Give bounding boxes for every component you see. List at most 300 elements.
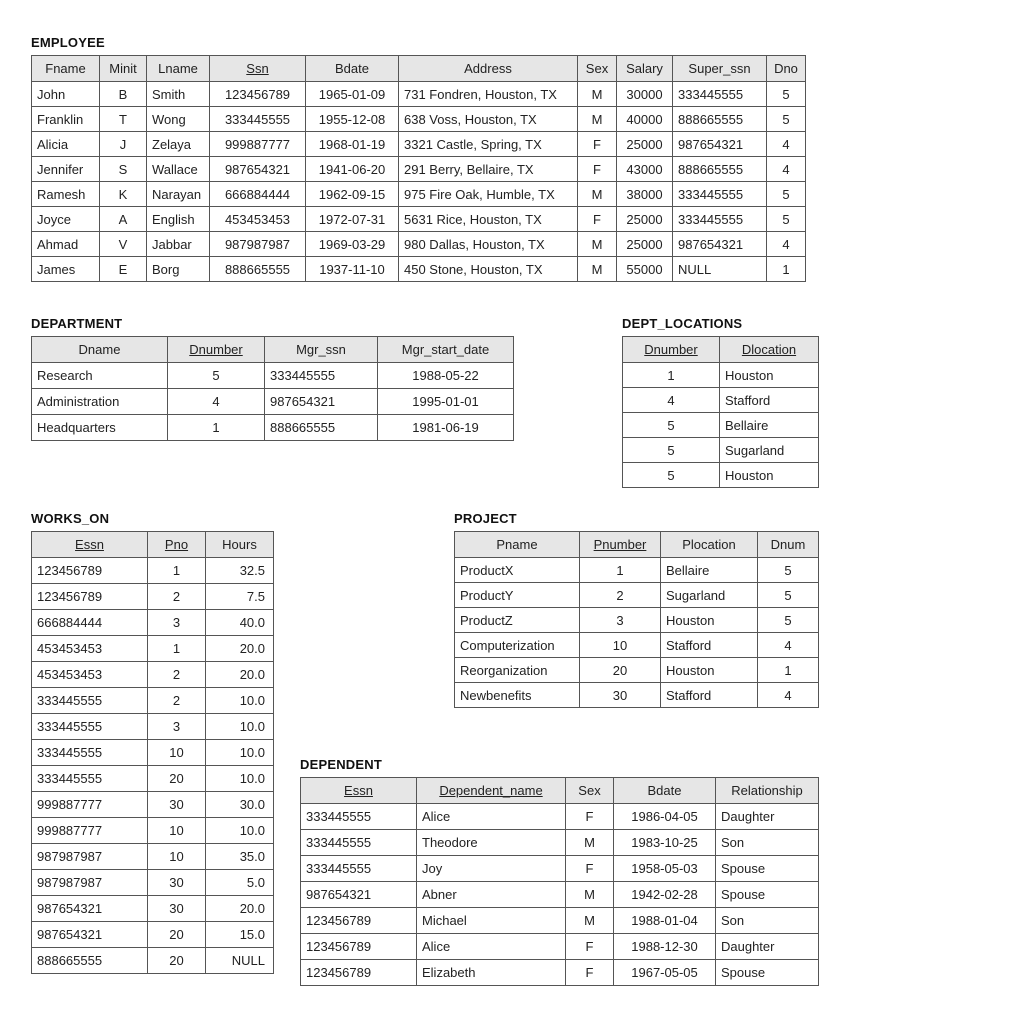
table-row (301, 882, 819, 908)
table-cell: ProductX (455, 558, 580, 583)
table-cell: Joy (417, 856, 566, 882)
table-cell: Abner (417, 882, 566, 908)
table-cell: 5 (758, 583, 819, 608)
table-cell: 25000 (617, 207, 673, 232)
table-row (32, 157, 806, 182)
table-cell: ProductY (455, 583, 580, 608)
relation-title: PROJECT (454, 511, 517, 526)
table-cell: 453453453 (210, 207, 306, 232)
table-cell: 999887777 (210, 132, 306, 157)
column-header: Pnumber (580, 532, 661, 558)
table-cell: 30 (148, 896, 206, 922)
column-header: Super_ssn (673, 56, 767, 82)
table-row (32, 82, 806, 107)
table-cell: Ramesh (32, 182, 100, 207)
table-cell: Wallace (147, 157, 210, 182)
table-row (32, 922, 274, 948)
table-cell: 1962-09-15 (306, 182, 399, 207)
table-cell: 987654321 (32, 922, 148, 948)
table-cell: 20.0 (206, 662, 274, 688)
table-cell: 1958-05-03 (614, 856, 716, 882)
relation-table (31, 336, 514, 441)
column-header: Dependent_name (417, 778, 566, 804)
table-cell: M (566, 882, 614, 908)
table-cell: 5 (623, 463, 720, 488)
works-on-relation (31, 511, 274, 974)
table-cell: Computerization (455, 633, 580, 658)
column-header: Dlocation (720, 337, 819, 363)
column-header: Dnumber (168, 337, 265, 363)
table-cell: Stafford (661, 683, 758, 708)
table-cell: Sugarland (720, 438, 819, 463)
table-cell: 5.0 (206, 870, 274, 896)
table-cell: 25000 (617, 132, 673, 157)
table-row (623, 413, 819, 438)
table-cell: 1967-05-05 (614, 960, 716, 986)
table-cell: 987654321 (210, 157, 306, 182)
table-cell: 333445555 (32, 766, 148, 792)
table-cell: 20 (148, 948, 206, 974)
table-cell: 20 (148, 922, 206, 948)
table-cell: Borg (147, 257, 210, 282)
table-cell: 25000 (617, 232, 673, 257)
table-cell: 453453453 (32, 662, 148, 688)
table-cell: 30.0 (206, 792, 274, 818)
table-cell: 4 (767, 232, 806, 257)
table-cell: 1995-01-01 (378, 389, 514, 415)
table-cell: 55000 (617, 257, 673, 282)
table-cell: 1 (623, 363, 720, 388)
table-cell: Joyce (32, 207, 100, 232)
table-cell: 123456789 (301, 908, 417, 934)
table-cell: 999887777 (32, 792, 148, 818)
table-cell: Spouse (716, 882, 819, 908)
header-row (455, 532, 819, 558)
table-row (32, 870, 274, 896)
table-cell: Research (32, 363, 168, 389)
table-row (455, 683, 819, 708)
table-cell: J (100, 132, 147, 157)
column-header: Fname (32, 56, 100, 82)
table-cell: 333445555 (32, 688, 148, 714)
table-cell: 30 (148, 870, 206, 896)
table-row (32, 207, 806, 232)
table-cell: M (578, 257, 617, 282)
table-cell: M (578, 82, 617, 107)
table-cell: 1941-06-20 (306, 157, 399, 182)
table-cell: K (100, 182, 147, 207)
table-cell: 43000 (617, 157, 673, 182)
table-cell: 333445555 (32, 714, 148, 740)
column-header: Pno (148, 532, 206, 558)
table-cell: 20.0 (206, 636, 274, 662)
table-row (32, 257, 806, 282)
table-cell: M (578, 107, 617, 132)
table-cell: Administration (32, 389, 168, 415)
table-cell: Elizabeth (417, 960, 566, 986)
table-row (32, 792, 274, 818)
table-cell: 2 (580, 583, 661, 608)
table-cell: Sugarland (661, 583, 758, 608)
table-row (32, 896, 274, 922)
table-cell: 4 (758, 633, 819, 658)
table-cell: 4 (168, 389, 265, 415)
table-cell: 3 (148, 714, 206, 740)
table-cell: Bellaire (661, 558, 758, 583)
table-cell: 333445555 (301, 830, 417, 856)
column-header: Plocation (661, 532, 758, 558)
table-cell: V (100, 232, 147, 257)
table-cell: John (32, 82, 100, 107)
table-row (455, 583, 819, 608)
table-row (32, 766, 274, 792)
table-cell: 4 (767, 132, 806, 157)
table-row (32, 714, 274, 740)
table-cell: 20 (148, 766, 206, 792)
table-cell: 666884444 (32, 610, 148, 636)
table-row (32, 132, 806, 157)
table-cell: 10 (580, 633, 661, 658)
relation-table (300, 777, 819, 986)
table-cell: 2 (148, 584, 206, 610)
table-row (455, 558, 819, 583)
table-cell: 2 (148, 662, 206, 688)
column-header: Mgr_start_date (378, 337, 514, 363)
table-cell: 5 (623, 413, 720, 438)
table-cell: 30 (580, 683, 661, 708)
column-header: Sex (578, 56, 617, 82)
table-cell: 999887777 (32, 818, 148, 844)
table-cell: Stafford (661, 633, 758, 658)
table-cell: 2 (148, 688, 206, 714)
table-cell: 123456789 (210, 82, 306, 107)
table-row (623, 463, 819, 488)
table-cell: 987654321 (673, 232, 767, 257)
table-cell: 3321 Castle, Spring, TX (399, 132, 578, 157)
table-cell: F (566, 804, 614, 830)
table-row (32, 662, 274, 688)
table-cell: 10.0 (206, 714, 274, 740)
column-header: Bdate (614, 778, 716, 804)
table-cell: 10 (148, 740, 206, 766)
table-row (301, 960, 819, 986)
table-cell: 291 Berry, Bellaire, TX (399, 157, 578, 182)
table-cell: 987654321 (32, 896, 148, 922)
table-cell: 1981-06-19 (378, 415, 514, 441)
table-cell: 123456789 (32, 584, 148, 610)
table-cell: 888665555 (673, 107, 767, 132)
table-cell: 333445555 (301, 856, 417, 882)
table-cell: 15.0 (206, 922, 274, 948)
table-cell: English (147, 207, 210, 232)
table-cell: NULL (673, 257, 767, 282)
table-cell: 10 (148, 844, 206, 870)
column-header: Dno (767, 56, 806, 82)
table-cell: 30000 (617, 82, 673, 107)
table-cell: Michael (417, 908, 566, 934)
table-cell: James (32, 257, 100, 282)
table-cell: NULL (206, 948, 274, 974)
table-cell: M (566, 830, 614, 856)
table-row (301, 908, 819, 934)
table-row (32, 363, 514, 389)
table-cell: 38000 (617, 182, 673, 207)
header-row (623, 337, 819, 363)
table-cell: 1988-01-04 (614, 908, 716, 934)
table-cell: 35.0 (206, 844, 274, 870)
table-cell: 1986-04-05 (614, 804, 716, 830)
table-cell: 7.5 (206, 584, 274, 610)
column-header: Dnumber (623, 337, 720, 363)
table-cell: F (578, 132, 617, 157)
table-cell: 5631 Rice, Houston, TX (399, 207, 578, 232)
relation-title: DEPT_LOCATIONS (622, 316, 743, 331)
table-cell: T (100, 107, 147, 132)
table-row (32, 844, 274, 870)
table-cell: Alice (417, 934, 566, 960)
column-header: Ssn (210, 56, 306, 82)
relation-title: WORKS_ON (31, 511, 110, 526)
department-relation (31, 316, 514, 441)
table-cell: 888665555 (673, 157, 767, 182)
relation-table (31, 55, 806, 282)
relation-title: DEPARTMENT (31, 316, 123, 331)
table-cell: 987987987 (32, 870, 148, 896)
table-cell: Houston (720, 463, 819, 488)
table-row (455, 633, 819, 658)
employee-relation (31, 35, 806, 282)
column-header: Essn (32, 532, 148, 558)
table-cell: 5 (767, 107, 806, 132)
table-cell: 123456789 (301, 934, 417, 960)
column-header: Address (399, 56, 578, 82)
table-cell: 10 (148, 818, 206, 844)
table-cell: 333445555 (673, 182, 767, 207)
table-row (623, 438, 819, 463)
column-header: Relationship (716, 778, 819, 804)
table-row (32, 740, 274, 766)
table-cell: Jabbar (147, 232, 210, 257)
header-row (32, 337, 514, 363)
table-cell: Franklin (32, 107, 100, 132)
table-cell: Alice (417, 804, 566, 830)
header-row (32, 532, 274, 558)
table-cell: 123456789 (32, 558, 148, 584)
dependent-relation (300, 757, 819, 986)
table-cell: 1968-01-19 (306, 132, 399, 157)
table-cell: 5 (767, 182, 806, 207)
table-cell: 333445555 (301, 804, 417, 830)
table-cell: 987654321 (265, 389, 378, 415)
table-cell: Wong (147, 107, 210, 132)
table-cell: 5 (758, 608, 819, 633)
table-row (32, 558, 274, 584)
column-header: Dnum (758, 532, 819, 558)
table-cell: 1972-07-31 (306, 207, 399, 232)
relation-title: EMPLOYEE (31, 35, 105, 50)
table-cell: 987654321 (301, 882, 417, 908)
table-cell: Daughter (716, 934, 819, 960)
table-cell: Zelaya (147, 132, 210, 157)
table-cell: 1955-12-08 (306, 107, 399, 132)
table-row (32, 948, 274, 974)
column-header: Dname (32, 337, 168, 363)
column-header: Minit (100, 56, 147, 82)
table-cell: 1 (580, 558, 661, 583)
table-row (32, 107, 806, 132)
table-cell: 333445555 (673, 82, 767, 107)
table-row (32, 818, 274, 844)
table-row (32, 389, 514, 415)
relation-table (454, 531, 819, 708)
column-header: Essn (301, 778, 417, 804)
table-cell: 987987987 (32, 844, 148, 870)
table-row (32, 232, 806, 257)
column-header: Bdate (306, 56, 399, 82)
table-cell: M (566, 908, 614, 934)
table-row (32, 688, 274, 714)
table-cell: Son (716, 908, 819, 934)
table-cell: ProductZ (455, 608, 580, 633)
column-header: Lname (147, 56, 210, 82)
table-cell: Houston (720, 363, 819, 388)
table-cell: Son (716, 830, 819, 856)
table-cell: 1 (758, 658, 819, 683)
column-header: Salary (617, 56, 673, 82)
table-cell: Spouse (716, 960, 819, 986)
table-cell: F (578, 207, 617, 232)
table-cell: 975 Fire Oak, Humble, TX (399, 182, 578, 207)
table-cell: 333445555 (32, 740, 148, 766)
table-cell: Newbenefits (455, 683, 580, 708)
table-cell: 1942-02-28 (614, 882, 716, 908)
table-cell: Stafford (720, 388, 819, 413)
table-row (301, 830, 819, 856)
table-cell: 123456789 (301, 960, 417, 986)
table-cell: 40.0 (206, 610, 274, 636)
table-cell: Reorganization (455, 658, 580, 683)
header-row (301, 778, 819, 804)
table-row (623, 363, 819, 388)
table-cell: 5 (767, 207, 806, 232)
table-cell: 731 Fondren, Houston, TX (399, 82, 578, 107)
table-cell: F (566, 856, 614, 882)
table-cell: 5 (758, 558, 819, 583)
table-cell: 4 (767, 157, 806, 182)
table-cell: 20 (580, 658, 661, 683)
table-cell: Alicia (32, 132, 100, 157)
header-row (32, 56, 806, 82)
table-row (301, 804, 819, 830)
column-header: Pname (455, 532, 580, 558)
table-cell: 3 (580, 608, 661, 633)
table-cell: 5 (168, 363, 265, 389)
table-cell: 1 (148, 636, 206, 662)
table-cell: 1988-05-22 (378, 363, 514, 389)
table-cell: 980 Dallas, Houston, TX (399, 232, 578, 257)
table-cell: 1983-10-25 (614, 830, 716, 856)
table-cell: Daughter (716, 804, 819, 830)
table-row (32, 584, 274, 610)
table-cell: Narayan (147, 182, 210, 207)
table-cell: 453453453 (32, 636, 148, 662)
table-row (32, 636, 274, 662)
table-cell: 987654321 (673, 132, 767, 157)
table-row (301, 934, 819, 960)
table-cell: 987987987 (210, 232, 306, 257)
table-cell: 10.0 (206, 818, 274, 844)
table-cell: 4 (758, 683, 819, 708)
dept-locations-relation (622, 316, 819, 488)
table-cell: Jennifer (32, 157, 100, 182)
table-cell: 40000 (617, 107, 673, 132)
table-cell: 333445555 (210, 107, 306, 132)
table-cell: 5 (767, 82, 806, 107)
table-cell: 5 (623, 438, 720, 463)
table-cell: A (100, 207, 147, 232)
table-row (455, 658, 819, 683)
table-cell: Ahmad (32, 232, 100, 257)
project-relation (454, 511, 819, 708)
table-cell: 10.0 (206, 688, 274, 714)
table-cell: 1 (148, 558, 206, 584)
table-cell: 638 Voss, Houston, TX (399, 107, 578, 132)
column-header: Hours (206, 532, 274, 558)
table-cell: Smith (147, 82, 210, 107)
table-cell: 30 (148, 792, 206, 818)
table-cell: 450 Stone, Houston, TX (399, 257, 578, 282)
table-cell: 666884444 (210, 182, 306, 207)
table-cell: Theodore (417, 830, 566, 856)
table-cell: Headquarters (32, 415, 168, 441)
table-row (301, 856, 819, 882)
table-cell: Bellaire (720, 413, 819, 438)
table-cell: Spouse (716, 856, 819, 882)
table-cell: 888665555 (210, 257, 306, 282)
table-cell: E (100, 257, 147, 282)
table-row (32, 182, 806, 207)
table-cell: 1965-01-09 (306, 82, 399, 107)
table-row (623, 388, 819, 413)
table-cell: 4 (623, 388, 720, 413)
table-cell: F (566, 960, 614, 986)
table-row (455, 608, 819, 633)
table-cell: F (566, 934, 614, 960)
table-row (32, 610, 274, 636)
table-cell: 333445555 (673, 207, 767, 232)
column-header: Mgr_ssn (265, 337, 378, 363)
table-cell: S (100, 157, 147, 182)
table-cell: 10.0 (206, 766, 274, 792)
table-cell: 10.0 (206, 740, 274, 766)
table-row (32, 415, 514, 441)
table-cell: F (578, 157, 617, 182)
table-cell: Houston (661, 608, 758, 633)
table-cell: 1988-12-30 (614, 934, 716, 960)
table-cell: M (578, 182, 617, 207)
table-cell: Houston (661, 658, 758, 683)
table-cell: 333445555 (265, 363, 378, 389)
table-cell: M (578, 232, 617, 257)
table-cell: 888665555 (32, 948, 148, 974)
relation-title: DEPENDENT (300, 757, 382, 772)
table-cell: 32.5 (206, 558, 274, 584)
table-cell: 1 (767, 257, 806, 282)
relation-table (31, 531, 274, 974)
table-cell: 20.0 (206, 896, 274, 922)
table-cell: 1 (168, 415, 265, 441)
table-cell: 1937-11-10 (306, 257, 399, 282)
